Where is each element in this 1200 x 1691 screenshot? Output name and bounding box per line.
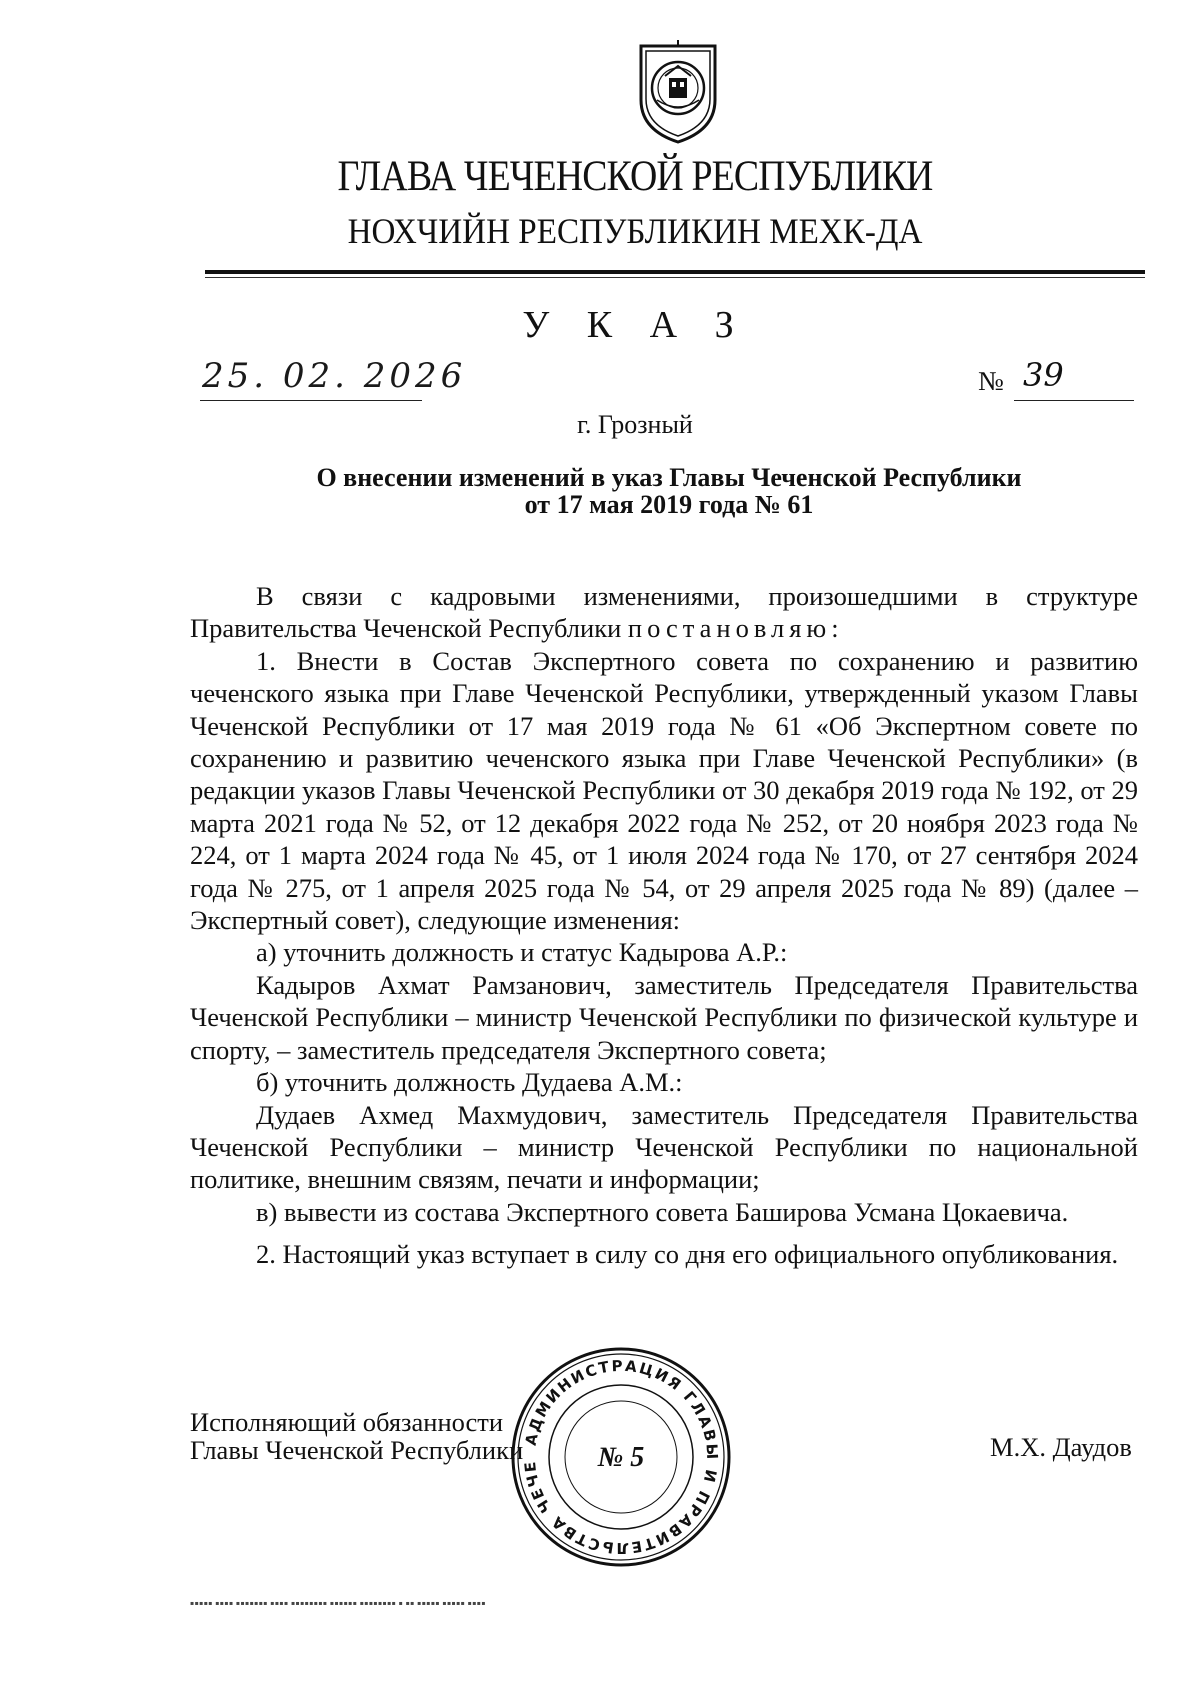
signatory-name: М.Х. Даудов (990, 1432, 1132, 1462)
item-1a-text-paragraph: Кадыров Ахмат Рамзанович, заместитель Председателя Правительства Чеченской Республики – министр Чеченской Республики по физической культуре и спорту, – заместитель председателя Экспертного совета; (190, 969, 1138, 1065)
signatory-position-line-2: Главы Чеченской Республики (190, 1435, 524, 1465)
preamble-decree-word: постановляю: (627, 613, 844, 644)
date-underline (200, 400, 422, 401)
official-seal-stamp (508, 1344, 734, 1570)
signatory-position-line-1: Исполняющий обязанности (190, 1407, 504, 1437)
subject-line-2: от 17 мая 2019 года № 61 (524, 490, 814, 519)
handwritten-date: 25. 02. 2026 (202, 356, 467, 396)
stamp-ring-text: АДМИНИСТРАЦИЯ ГЛАВЫ И ПРАВИТЕЛЬСТВА ЧЕЧЕ (520, 1356, 722, 1558)
preamble-paragraph (190, 580, 1138, 645)
handwritten-number: 39 (1023, 356, 1064, 394)
city: г. Грозный (577, 410, 693, 439)
signatory-position (190, 1408, 523, 1464)
document-body (190, 580, 1138, 1271)
item-1c-paragraph: в) вывести из состава Экспертного совета Баширова Усмана Цокаевича. (256, 1196, 1069, 1227)
item-1b-paragraph: б) уточнить должность Дудаева А.М.: (256, 1067, 683, 1098)
issuer-title-chechen: НОХЧИЙН РЕСПУБЛИКИН МЕХК-ДА (347, 211, 923, 251)
number-underline (1014, 400, 1134, 401)
header-divider-thin (205, 277, 1145, 278)
stamp-number: № 5 (597, 1442, 645, 1473)
issuer-title-russian: ГЛАВА ЧЕЧЕНСКОЙ РЕСПУБЛИКИ (337, 153, 933, 200)
document-subject (200, 464, 1138, 518)
item-2-paragraph: 2. Настоящий указ вступает в силу со дня его официального опубликования. (256, 1239, 1119, 1270)
header-divider-thick (205, 270, 1145, 274)
file-path-footer: ▪▪▪▪▪ ▪▪▪▪ ▪▪▪▪▪▪▪ ▪▪▪▪ ▪▪▪▪▪▪▪▪ ▪▪▪▪▪▪ ▪▪▪▪▪▪▪▪ ▪ ▪▪ ▪▪▪▪▪ ▪▪▪▪▪ ▪▪▪▪ (190, 1600, 486, 1607)
preamble-text: В связи с кадровыми изменениями, произошедшими в структуре Правительства Чеченской Республики (190, 581, 1138, 644)
item-1b-text-paragraph: Дудаев Ахмед Махмудович, заместитель Председателя Правительства Чеченской Республики – министр Чеченской Республики по национальной политике, внешним связям, печати и информации; (190, 1099, 1138, 1195)
document-type: У К А З (522, 304, 748, 346)
item-1a-paragraph: а) уточнить должность и статус Кадырова А.Р.: (256, 937, 788, 968)
subject-line-1: О внесении изменений в указ Главы Чеченской Республики (316, 463, 1022, 492)
item-1-paragraph: 1. Внести в Состав Экспертного совета по сохранению и развитию чеченского языка при Главе Чеченской Республики, утвержденный указом Главы Чеченской Республики от 17 мая 2019 года № 61 «Об Экспертном совете по сохранению и развитию чеченского языка при Главе Чеченской Республики» (в редакции указов Главы Чеченской Республики от 30 декабря 2019 года № 192, от 29 марта 2021 года № 52, от 12 декабря 2022 года № 252, от 20 ноября 2023 года № 224, от 1 марта 2024 года № 45, от 1 июля 2024 года № 170, от 27 сентября 2024 года № 275, от 1 апреля 2025 года № 54, от 29 апреля 2025 года № 89) (далее – Экспертный совет), следующие изменения: (190, 645, 1138, 936)
number-label: № (978, 366, 1004, 396)
coat-of-arms-emblem (635, 38, 721, 146)
